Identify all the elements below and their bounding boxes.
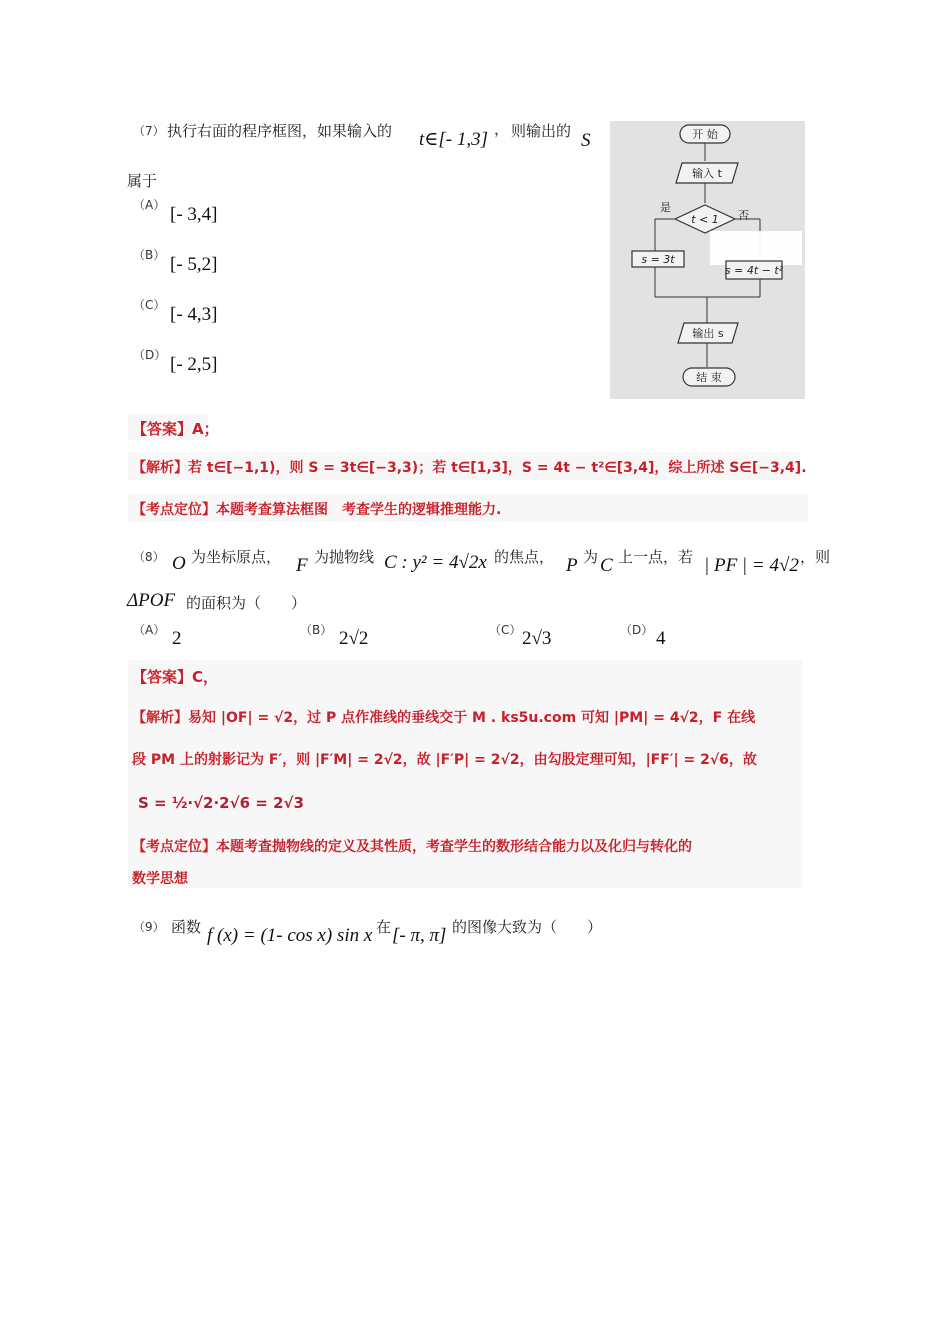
q8-text-3: 的焦点，	[494, 548, 555, 566]
q9-text-1: 函数	[171, 918, 202, 936]
flow-decision-text: t < 1	[691, 213, 719, 226]
flow-start-text: 开 始	[692, 128, 718, 141]
q8-p: P	[566, 555, 578, 576]
q7-option-d-label: （D）	[133, 348, 167, 362]
q8-option-b-value: 2√2	[339, 628, 369, 649]
q8-option-a-label: （A）	[133, 623, 166, 637]
q8-text-1: 为坐标原点，	[191, 548, 282, 566]
q8-text-7: 的面积为（ ）	[186, 594, 307, 612]
flowchart-diagram	[610, 121, 805, 399]
flow-no-label: 否	[738, 209, 749, 222]
q7-option-b-label: （B）	[133, 248, 166, 262]
q7-stem-part1: 执行右面的程序框图，如果输入的	[167, 122, 393, 140]
q7-var-s: S	[581, 130, 591, 151]
q7-stem-part3: 属于	[127, 172, 158, 190]
q8-option-d-value: 4	[656, 628, 666, 649]
flow-right-box-text: s = 4t − t²	[724, 264, 784, 277]
q9-function: f (x) = (1- cos x) sin x	[207, 925, 373, 946]
q8-text-6: ，则	[800, 548, 831, 566]
q7-option-c-value: [- 4,3]	[170, 304, 218, 325]
flow-yes-label: 是	[660, 201, 671, 214]
q7-analysis-block	[128, 452, 807, 480]
q8-analysis-line3: S = ½·√2·2√6 = 2√3	[138, 794, 304, 812]
q7-point: 【考点定位】本题考查算法框图 考查学生的逻辑推理能力.	[132, 502, 502, 518]
q7-comma: ，	[494, 120, 510, 138]
q7-option-c-label: （C）	[133, 298, 166, 312]
q8-triangle: ΔPOF	[127, 590, 176, 611]
q7-answer-block	[128, 414, 219, 440]
q7-option-b-value: [- 5,2]	[170, 254, 218, 275]
q9-text-3: 的图像大致为（ ）	[452, 918, 603, 936]
flow-input-text: 输入 t	[692, 167, 722, 180]
q8-analysis-line2: 段 PM 上的射影记为 F′，则 |F′M| = 2√2，故 |F′P| = 2√2，由勾股定理可知，|FF′| = 2√6，故	[132, 752, 757, 768]
q9-number: （9）	[133, 920, 165, 934]
q7-analysis: 【解析】若 t∈[−1,1)，则 S = 3t∈[−3,3)；若 t∈[1,3]，S = 4t − t²∈[3,4]，综上所述 S∈[−3,4].	[132, 460, 807, 476]
q8-parabola: C : y² = 4√2x	[384, 552, 487, 573]
q8-answer: 【答案】C，	[132, 668, 219, 686]
flow-left-box-text: s = 3t	[641, 253, 675, 266]
q8-pf: | PF | = 4√2	[704, 555, 799, 576]
flow-output-text: 输出 s	[692, 327, 724, 340]
q8-point-line2: 数学思想	[132, 871, 188, 887]
q9-interval: [- π, π]	[392, 925, 447, 946]
q8-o: O	[172, 553, 186, 574]
q8-option-a-value: 2	[172, 628, 182, 649]
q8-text-4: 为	[583, 548, 599, 566]
q7-condition: t∈[- 1,3]	[419, 129, 488, 150]
q9-text-2: 在	[376, 918, 392, 936]
q7-option-d-value: [- 2,5]	[170, 354, 218, 375]
q8-point-line1: 【考点定位】本题考查抛物线的定义及其性质，考查学生的数形结合能力以及化归与转化的	[132, 839, 692, 855]
q8-f: F	[296, 555, 308, 576]
q8-answer-block	[128, 660, 802, 888]
q7-point-block	[128, 494, 808, 522]
q7-option-a-label: （A）	[133, 198, 166, 212]
q8-option-c-value: 2√3	[522, 628, 552, 649]
q8-number: （8）	[133, 550, 165, 564]
q8-option-d-label: （D）	[620, 623, 654, 637]
q8-option-c-label: （C）	[489, 623, 522, 637]
q7-stem-part2: 则输出的	[511, 122, 572, 140]
flow-end-text: 结 束	[696, 371, 722, 384]
q7-number: （7）	[133, 124, 165, 138]
q8-text-2: 为抛物线	[314, 548, 375, 566]
q8-text-5: 上一点，若	[618, 548, 694, 566]
flow-smudge	[710, 231, 802, 265]
q7-option-a-value: [- 3,4]	[170, 204, 218, 225]
q8-option-b-label: （B）	[300, 623, 333, 637]
q8-c: C	[600, 555, 613, 576]
q7-answer: 【答案】A；	[132, 420, 219, 438]
flowchart-image	[610, 121, 805, 399]
q8-analysis-line1: 【解析】易知 |OF| = √2，过 P 点作准线的垂线交于 M . ks5u.com 可知 |PM| = 4√2，F 在线	[132, 710, 756, 726]
